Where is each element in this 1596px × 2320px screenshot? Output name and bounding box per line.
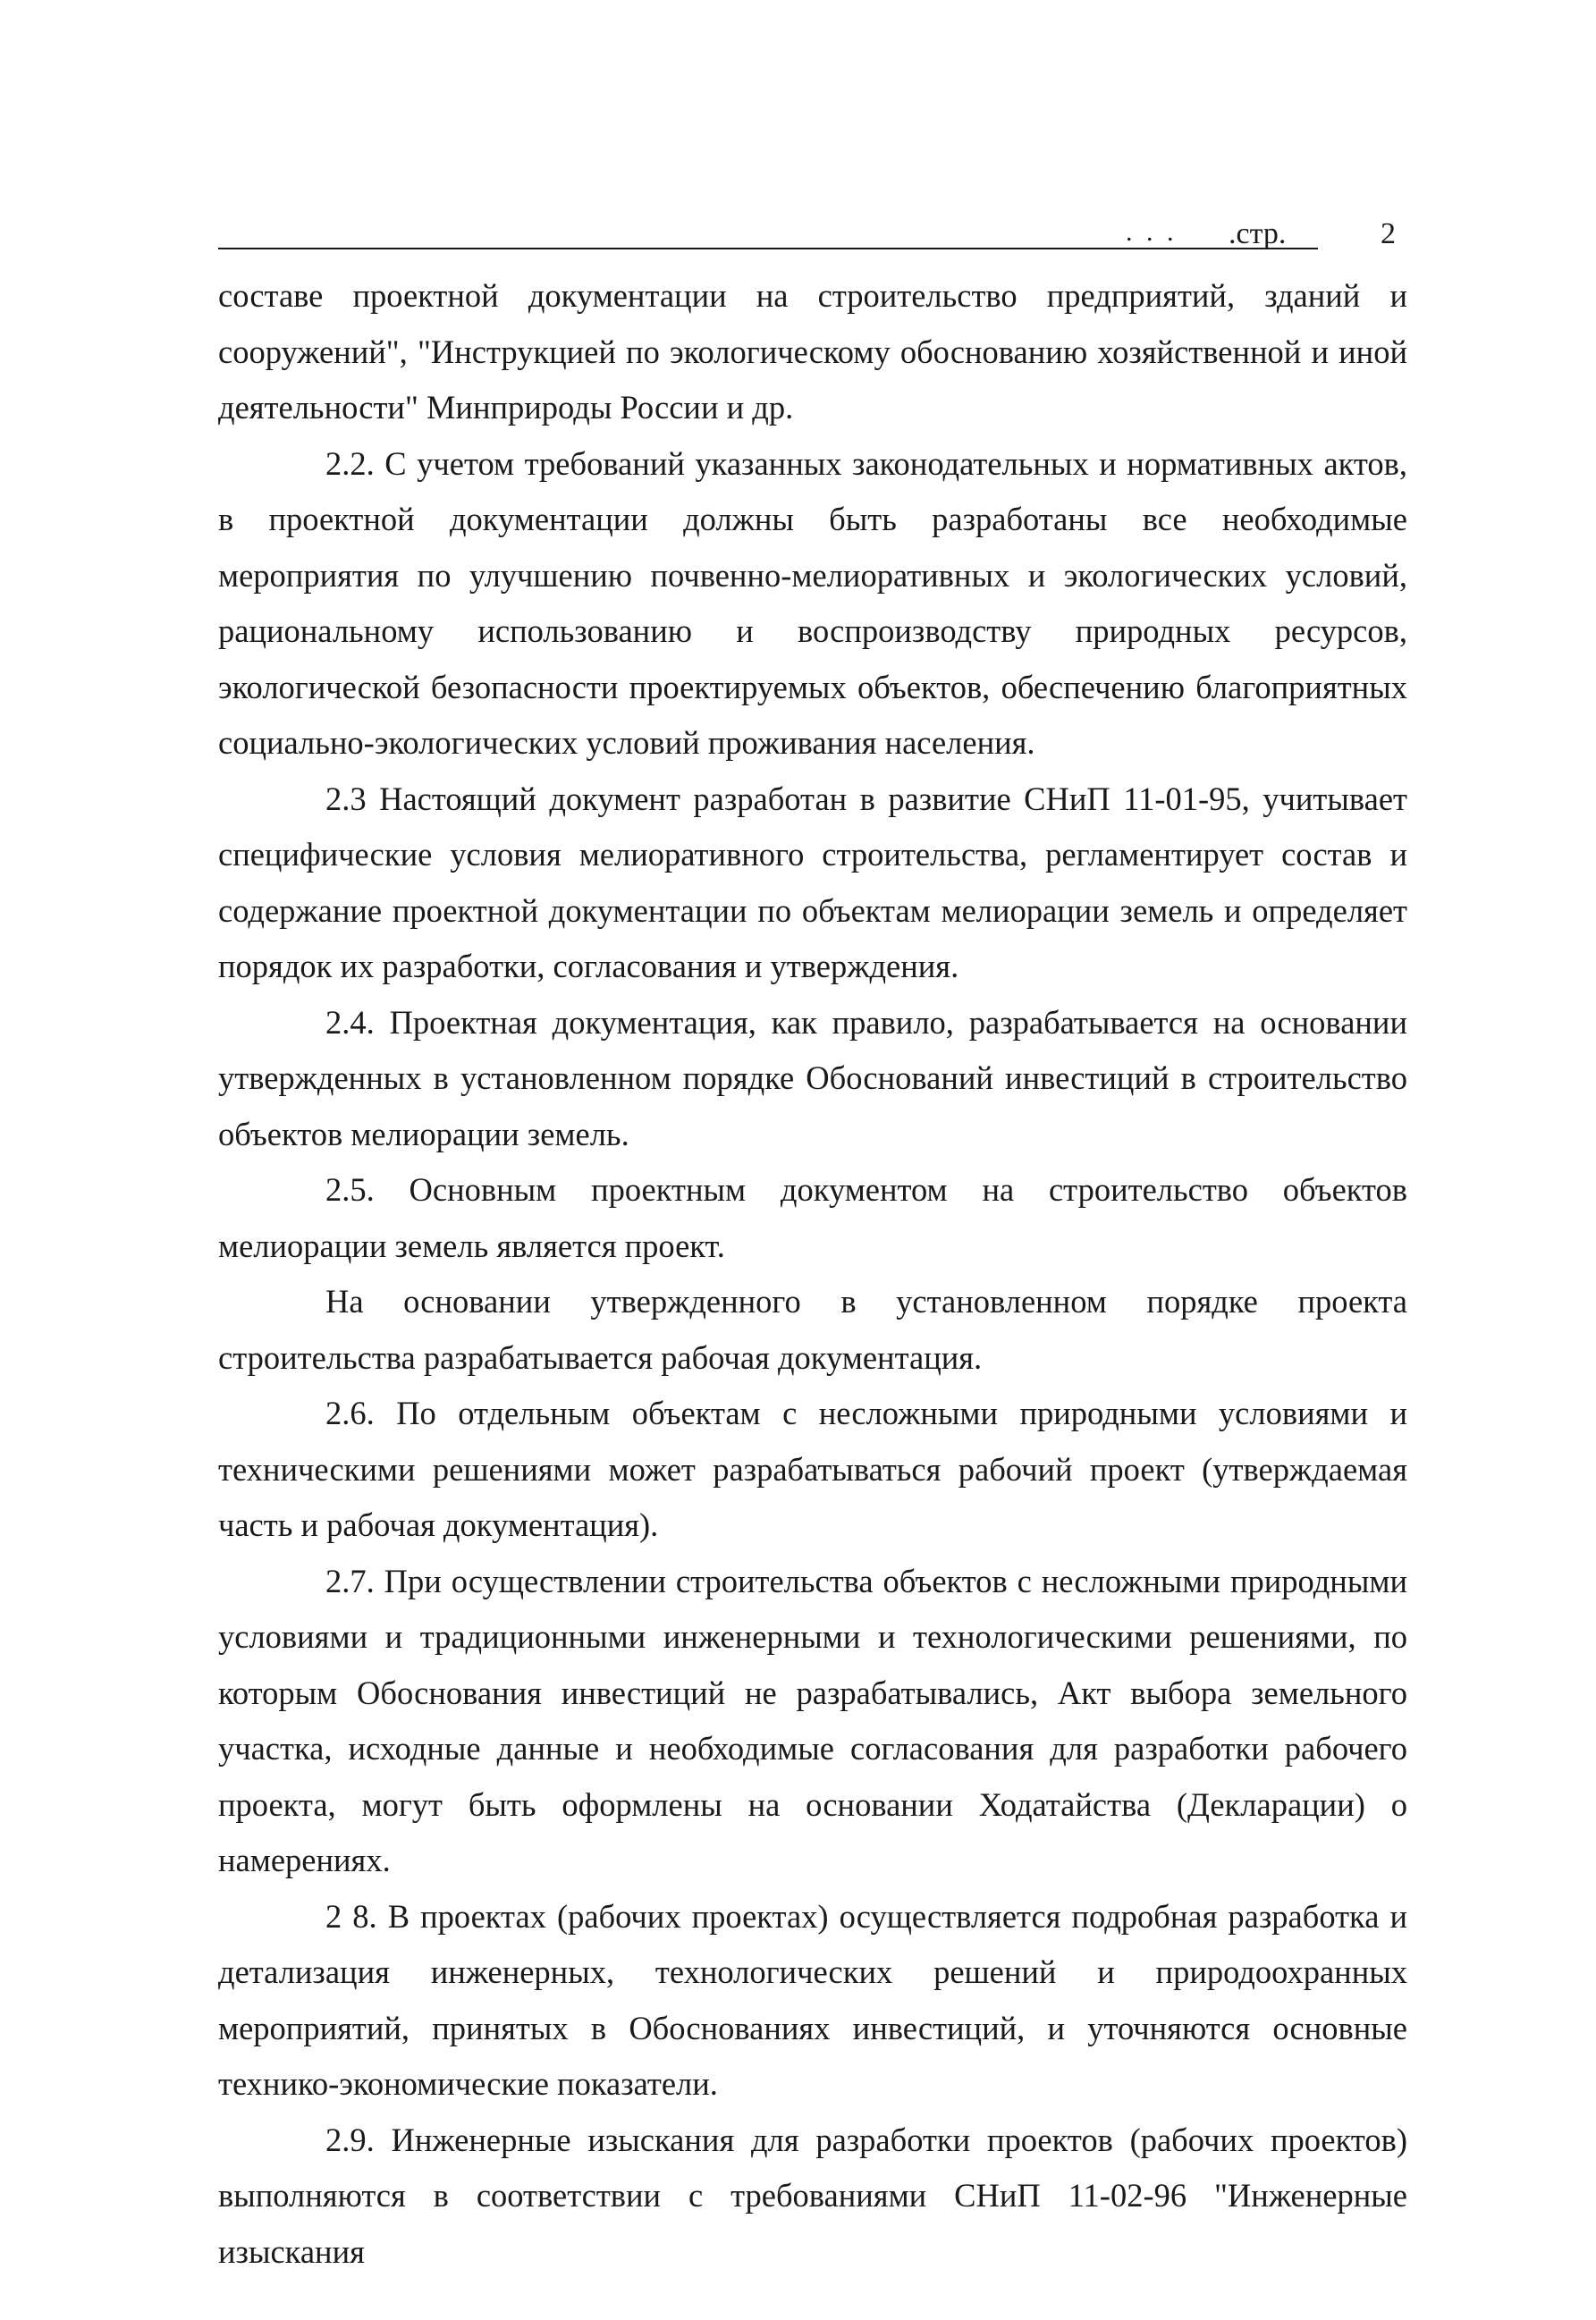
- header-rule: [218, 248, 1318, 249]
- paragraph-2-9: 2.9. Инженерные изыскания для разработки проектов (рабочих проектов) выполняются в соответствии с требованиями СНиП 11-02-96 "Инженерные изыскания: [218, 2121, 1407, 2270]
- paragraph-2-7: 2.7. При осуществлении строительства объектов с несложными природными условиями и традиционными инженерными и технологическими решениями, по которым Обоснования инвестиций не разрабатывались, Акт выбора земельного участка, исходные данные и необходимые согласования для разработки рабочего проекта, могут быть оформлены на основании Ходатайства (Декларации) о намерениях.: [218, 1562, 1407, 1878]
- paragraph-2-4: 2.4. Проектная документация, как правило, разрабатывается на основании утвержденных в установленном порядке Обоснований инвестиций в строительство объектов мелиорации земель.: [218, 1003, 1407, 1152]
- header-page-label: .стр.: [1229, 217, 1287, 250]
- page-header: [218, 217, 1407, 253]
- body-text: [218, 268, 1407, 2280]
- paragraph-2-3: 2.3 Настоящий документ разработан в развитие СНиП 11-01-95, учитывает специфические условия мелиоративного строительства, регламентирует состав и содержание проектной документации по объектам мелиорации земель и определяет порядок их разработки, согласования и утверждения.: [218, 780, 1407, 984]
- paragraph-2-5: 2.5. Основным проектным документом на строительство объектов мелиорации земель является проект.: [218, 1171, 1407, 1264]
- paragraph-continuation: составе проектной документации на строительство предприятий, зданий и сооружений", "Инструкцией по экологическому обоснованию хозяйственной и иной деятельности" Минприроды России и др.: [218, 277, 1407, 426]
- paragraph-2-5-continued: На основании утвержденного в установленном порядке проекта строительства разрабатывается рабочая документация.: [218, 1283, 1407, 1376]
- paragraph-2-6: 2.6. По отдельным объектам с несложными природными условиями и техническими решениями может разрабатываться рабочий проект (утверждаемая часть и рабочая документация).: [218, 1395, 1407, 1543]
- header-dots: . . .: [1126, 217, 1178, 247]
- paragraph-2-8: 2 8. В проектах (рабочих проектах) осуществляется подробная разработка и детализация инженерных, технологических решений и природоохранных мероприятий, принятых в Обоснованиях инвестиций, и уточняются основные технико-экономические показатели.: [218, 1897, 1407, 2102]
- paragraph-2-2: 2.2. С учетом требований указанных законодательных и нормативных актов, в проектной документации должны быть разработаны все необходимые мероприятия по улучшению почвенно-мелиоративных и экологических условий, рациональному использованию и воспроизводству природных ресурсов, экологической безопасности проектируемых объектов, обеспечению благоприятных социально-экологических условий проживания населения.: [218, 444, 1407, 761]
- page-number: 2: [1381, 217, 1396, 250]
